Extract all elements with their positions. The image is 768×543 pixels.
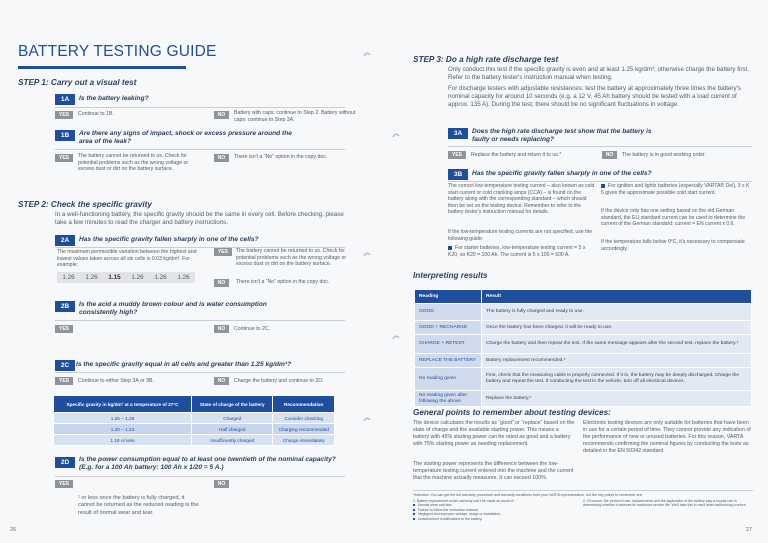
cca-para-1: The correct low-temperature testing current – also known as cold start current or cold cranking amps (CCA) – is found on the battery along with the corresponding standard – which should then be set on the testing device. Remember to refer to the battery tester's instruction manual for details.: [448, 183, 595, 216]
table-cell: Half charged: [192, 424, 273, 435]
table-row: [415, 368, 752, 391]
cca-bullet-1: [448, 245, 596, 258]
binding-curl-icon: [391, 333, 401, 343]
gravity-values: [57, 272, 195, 283]
bullet-icon: [413, 509, 415, 511]
binding-curl-icon: [391, 131, 401, 141]
gravity-value-low: 1.15: [108, 274, 121, 281]
results-table-header: Reading: [415, 290, 482, 304]
no-tag-2d: NO: [214, 480, 229, 488]
page-number-left: 26: [10, 527, 16, 533]
yes-tag-1a: YES: [55, 111, 73, 119]
table-cell: GOOD + RECHARGE: [415, 321, 482, 335]
step3-para-1: Only conduct this test if the specific gravity is even and at least 1.25 kg/dm³; otherwise charge the battery first. Refer to the battery tester's instruction manual when testing.: [448, 66, 749, 81]
table-cell: 1.25 – 1.28: [54, 413, 192, 424]
badge-1b: 1B: [55, 130, 75, 141]
table-cell: CHARGE + RETEST: [415, 335, 482, 354]
table-cell: Battery replacement recommended.*: [482, 354, 752, 368]
no-text-2a: There isn't a “No” option in the copy doc.: [236, 279, 330, 285]
footnote-col2: 2. Of course, the period of use, replacements and the application of the battery play a crucial role in determining whether it receives its maximum service life. We'll take this in mind when authorising a return.: [583, 499, 747, 508]
table-cell: Charging recommended: [273, 424, 335, 435]
footnote-line: 1. Battery replacement under warranty can't be made as result of:: [413, 499, 515, 503]
table-row: [415, 354, 752, 368]
gravity-value: 1.26: [154, 274, 167, 281]
badge-3b: 3B: [448, 169, 468, 180]
yes-tag-2d: YES: [55, 480, 73, 488]
footnote-item: [413, 517, 578, 521]
table-cell: First, check that the measuring cable is properly connected. If it is, the battery may be deeply discharged. Charge the battery and repeat the test. If conducting the test in the vehicle, turn off all electrical devices.: [482, 368, 752, 391]
gravity-intro: The maximum permissible variation between the highest and lowest values taken across all six cells is 0.03 kg/dm³. For example:: [57, 249, 197, 269]
table-row: [415, 335, 752, 354]
question-2b: Is the acid a muddy brown colour and is water consumption consistently high?: [79, 301, 267, 316]
no-text-3a: The battery is in good working order.: [622, 152, 706, 158]
gravity-table: [53, 395, 335, 446]
gravity-value: 1.26: [85, 274, 98, 281]
binding-curl-icon: [362, 415, 372, 425]
no-tag-2b: NO: [214, 325, 229, 333]
table-row: [415, 321, 752, 335]
badge-3a: 3A: [448, 128, 468, 139]
step3-heading: STEP 3: Do a high rate discharge test: [413, 55, 559, 64]
table-cell: No reading given after following the above: [415, 391, 482, 407]
table-cell: Charge immediately: [273, 435, 335, 446]
table-cell: Insufficiently charged: [192, 435, 273, 446]
yes-text-3a: Replace the battery and return it to us.*: [471, 152, 562, 158]
gravity-value: 1.26: [62, 274, 75, 281]
table-row: [54, 435, 335, 446]
step2-heading: STEP 2: Check the specific gravity: [18, 200, 152, 209]
table-row: [415, 391, 752, 407]
yes-tag-2b: YES: [55, 325, 73, 333]
bullet-icon: [413, 513, 415, 515]
question-2d: Is the power consumption equal to at least one twentieth of the nominal capacity? (E.g. for a 100 Ah battery: 100 Ah x 1/20 = 5 A.): [79, 456, 336, 471]
table-cell: Once the battery has been charged, it will be ready to use.: [482, 321, 752, 335]
cca-bullet-text: For ignition and lights batteries (especially VARTA® Del), 3 x K 5 gives the approximate possible cold start current.: [601, 183, 750, 196]
no-text-2d: ¹ or less once the battery is fully charged, it cannot be returned as the reduced reading is the result of normal wear and tear.: [78, 495, 199, 516]
results-table-header: Result: [482, 290, 752, 304]
question-1b: Are there any signs of impact, shock or excess pressure around the area of the leak?: [79, 130, 292, 145]
no-tag-1a: NO: [214, 111, 229, 119]
general-para-3: Electronic testing devices are only suitable for batteries that have been in use for a certain period of time. They cannot provide any indication of the performance of new or unused batteries. For this reason, VARTA recommends confirming the nominal figures by conducting the tests as detailed in the EN 50342 standard.: [583, 420, 751, 454]
no-tag-2a: NO: [214, 279, 229, 287]
cca-para-2: If the low-temperature testing currents are not specified, use the following guide:: [448, 229, 593, 242]
step3-para-2: For discharge testers with adjustable resistances: test the battery at approximately three times the battery's nominal capacity for around 10 seconds (e.g. a 12 V, 45 Ah battery should be tested with a load current of approx. 135 A). During the test, there should be no significant fluctuations in voltage.: [448, 85, 741, 108]
table-cell: Consider checking: [273, 413, 335, 424]
step1-heading: STEP 1: Carry out a visual test: [18, 78, 137, 87]
interpreting-heading: Interpreting results: [413, 271, 488, 280]
no-tag-2c: NO: [214, 377, 229, 385]
yes-tag-2c: YES: [55, 377, 73, 385]
page-number-right: 27: [746, 527, 752, 533]
yes-text-1a: Continue to 1B.: [78, 111, 114, 117]
table-row: [415, 304, 752, 321]
badge-2b: 2B: [55, 301, 75, 312]
general-para-2: The starting power represents the difference between the low-temperature testing current entered into the machine and the current that the machine actually measures. It can exceed 100%.: [413, 461, 574, 481]
yes-text-2c: Continue to either Step 3A or 3B.: [78, 378, 154, 384]
gravity-table-header: Specific gravity in kg/dm³ at a temperature of 27°C: [54, 396, 192, 413]
no-text-1b: There isn't a “No” option in the copy doc.: [234, 154, 328, 160]
question-3a: Does the high rate discharge test show that the battery is faulty or needs replacing?: [472, 128, 652, 143]
cca-bullet-2: [601, 183, 752, 196]
badge-2a: 2A: [55, 235, 75, 246]
footnote-item-text: Normal wear and tear.: [418, 503, 453, 508]
general-para-1: The device calculates the results as “good” or “replace” based on the state of charge and the available starting power. This means a battery with 45% starting power can be rated as good and a battery with 75% starting power as needing replacement.: [413, 420, 575, 447]
table-cell: The battery is fully charged and ready to use.: [482, 304, 752, 321]
gravity-table-header: Recommendation: [273, 396, 335, 413]
yes-tag-1b: YES: [55, 154, 73, 162]
footnote-item-text: Negligent and improper storage, usage or installation.: [418, 512, 502, 517]
table-row: [54, 413, 335, 424]
no-text-2b: Continue to 2C.: [234, 326, 271, 332]
table-cell: No reading given: [415, 368, 482, 391]
badge-1a: 1A: [55, 94, 75, 105]
question-3b: Has the specific gravity fallen sharply in one of the cells?: [472, 170, 652, 177]
no-text-1a: Battery with caps: continue to Step 2. Battery without caps: continue to Step 3A.: [234, 110, 356, 123]
cca-para-3: If the device only has one setting based on the old German standard, the EU standard current can be used to determine the current of the German standard: current = EN current x 0.6.: [601, 208, 746, 228]
cca-para-4: If the temperature falls below 0°C, it's necessary to compensate accordingly.: [601, 239, 745, 252]
no-text-2c: Charge the battery and continue to 2D.: [234, 378, 324, 384]
title-underline: [18, 66, 186, 69]
bullet-icon: [448, 246, 452, 250]
footnote: *Attention: You can get the full warranty procedure and warranty conditions from your VARTA representative, but the key points to remember are:: [413, 493, 643, 497]
yes-tag-2a: YES: [214, 248, 232, 256]
table-cell: GOOD: [415, 304, 482, 321]
table-cell: REPLACE THE BATTERY: [415, 354, 482, 368]
footnote-col1: [413, 499, 578, 521]
page-title: BATTERY TESTING GUIDE: [18, 43, 217, 60]
table-cell: Charged: [192, 413, 273, 424]
table-cell: 1.20 – 1.24: [54, 424, 192, 435]
yes-tag-3a: YES: [448, 151, 466, 159]
footnote-item-text: Failure to follow the instruction manual.: [418, 507, 479, 512]
step2-body: In a well-functioning battery, the specific gravity should be the same in every cell. Before checking, please take a few minutes to read the charger and battery instructions.: [55, 211, 344, 226]
question-1a: Is the battery leaking?: [79, 95, 149, 102]
table-cell: Replace the battery.*: [482, 391, 752, 407]
question-2a: Has the specific gravity fallen sharply in one of the cells?: [79, 236, 259, 243]
badge-2c: 2C: [55, 360, 75, 371]
gravity-value: 1.26: [177, 274, 190, 281]
no-tag-1b: NO: [214, 154, 229, 162]
footnote-item-text: Unauthorised modifications to the battery.: [418, 516, 483, 521]
binding-curl-icon: [362, 250, 372, 260]
general-heading: General points to remember about testing devices:: [413, 408, 611, 417]
bullet-icon: [413, 504, 415, 506]
results-table: [414, 289, 752, 407]
table-cell: 1.19 or less: [54, 435, 192, 446]
table-row: [54, 424, 335, 435]
cca-bullet-text: For starter batteries, low-temperature testing current = 5 x K20, so K20 = 100 Ah. The current is 5 x 100 = 500 A.: [448, 245, 586, 258]
bullet-icon: [413, 518, 415, 520]
table-cell: Charge the battery and then repeat the test. If the same message appears after the second test, replace the battery.*: [482, 335, 752, 354]
gravity-table-header: State of charge of the battery: [192, 396, 273, 413]
badge-2d: 2D: [55, 457, 75, 468]
no-tag-3a: NO: [602, 151, 617, 159]
bullet-icon: [601, 184, 605, 188]
yes-text-2a: The battery cannot be returned to us. Check for potential problems such as the wrong voltage or excess dust or dirt on the battery surface.: [236, 248, 347, 268]
gravity-value: 1.26: [131, 274, 144, 281]
question-2c: Is the specific gravity equal in all cells and greater than 1.25 kg/dm³?: [76, 361, 292, 368]
binding-curl-icon: [362, 50, 372, 60]
yes-text-1b: The battery cannot be returned to us. Check for potential problems such as the wrong voltage or excess dust or dirt on the battery surface.: [78, 153, 189, 173]
